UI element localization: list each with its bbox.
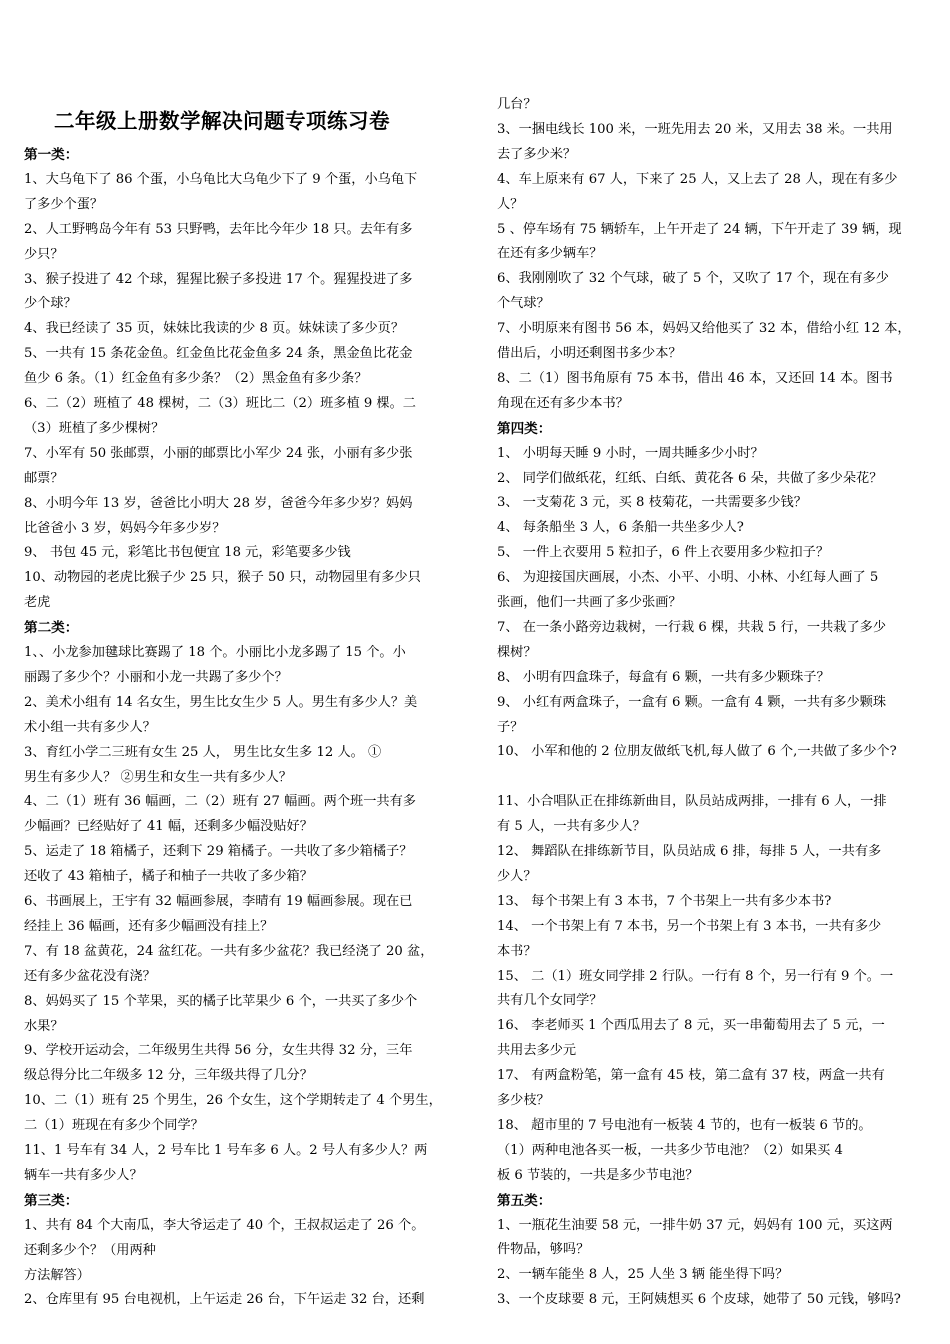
problem-line: 4、二（1）班有 36 幅画，二（2）班有 27 幅画。两个班一共有多 xyxy=(24,794,416,810)
problem-line: 12、 舞蹈队在排练新节目，队员站成 6 排，每排 5 人，一共有多 xyxy=(497,844,882,859)
problem-line: 丽踢了多少个？小丽和小龙一共踢了多少个？ xyxy=(24,669,288,685)
problem-line: 1、 小明每天睡 9 小时，一周共睡多少小时？ xyxy=(497,445,764,461)
problem-line: 了多少个蛋？ xyxy=(24,196,104,212)
problem-line: 2、 同学们做纸花，红纸、白纸、黄花各 6 朵，共做了多少朵花？ xyxy=(497,470,883,486)
problem-line: 11、小合唱队正在排练新曲目，队员站成两排，一排有 6 人，一排 xyxy=(497,794,887,810)
problem-line: 9、 小红有两盒珠子，一盒有 6 颗。一盒有 4 颗，一共有多少颗珠 xyxy=(497,694,887,710)
problem-line: 老虎 xyxy=(24,595,51,611)
problem-line: 借出后，小明还剩图书多少本？ xyxy=(497,346,682,361)
problem-line: 1、大乌龟下了 86 个蛋，小乌龟比大乌龟少下了 9 个蛋，小乌龟下 xyxy=(24,171,418,187)
problem-line: 5、 一件上衣要用 5 粒扣子，6 件上衣要用多少粒扣子？ xyxy=(497,545,830,561)
problem-line: 比爸爸小 3 岁，妈妈今年多少岁？ xyxy=(24,520,226,536)
problem-line: 2、仓库里有 95 台电视机，上午运走 26 台，下午运走 32 台，还剩 xyxy=(24,1292,425,1308)
problem-line: 张画，他们一共画了多少张画？ xyxy=(497,595,682,610)
problem-line: 邮票？ xyxy=(24,470,64,486)
page-title: 二年级上册数学解决问题专项练习卷 xyxy=(54,109,390,133)
problem-line: 4、 每条船坐 3 人，6 条船一共坐多少人? xyxy=(497,520,744,536)
problem-line: 二（1）班现在有多少个同学？ xyxy=(24,1118,204,1134)
problem-line: （3）班植了多少棵树？ xyxy=(24,420,165,436)
problem-line: 3、一个皮球要 8 元，王阿姨想买 6 个皮球，她带了 50 元钱，够吗? xyxy=(497,1292,901,1308)
problem-line: 男生有多少人？ ②男生和女生一共有多少人？ xyxy=(24,769,292,785)
problem-line: 本书？ xyxy=(497,943,537,959)
section-heading: 第一类： xyxy=(24,147,79,163)
problem-line: 15、 二（1）班女同学排 2 行队。一行有 8 个，另一行有 9 个。一 xyxy=(497,968,894,984)
problem-line: 角现在还有多少本书？ xyxy=(497,395,629,411)
problem-line: 9、学校开运动会，二年级男生共得 56 分，女生共得 32 分，三年 xyxy=(24,1043,413,1059)
problem-line: 6、书画展上，王宇有 32 幅画参展，李晴有 19 幅画参展。现在已 xyxy=(24,894,413,909)
problem-line: 11、1 号车有 34 人，2 号车比 1 号车多 6 人。2 号人有多少人？两 xyxy=(24,1143,428,1158)
problem-line: 8、小明今年 13 岁，爸爸比小明大 28 岁，爸爸今年多少岁？妈妈 xyxy=(24,495,413,511)
problem-line: 1、共有 84 个大南瓜，李大爷运走了 40 个，王叔叔运走了 26 个。 xyxy=(24,1217,425,1233)
problem-line: 8、二（1）图书角原有 75 本书，借出 46 本，又还回 14 本。图书 xyxy=(497,370,893,386)
section-heading: 第四类： xyxy=(497,420,552,437)
problem-line: 共用去多少元 xyxy=(497,1043,577,1059)
problem-line: 16、 李老师买 1 个西瓜用去了 8 元，买一串葡萄用去了 5 元，一 xyxy=(497,1018,885,1034)
problem-line: 2、一辆车能坐 8 人，25 人坐 3 辆 能坐得下吗？ xyxy=(497,1267,789,1283)
problem-line: 方法解答） xyxy=(24,1267,90,1283)
problem-line: 10、 小军和他的 2 位朋友做纸飞机,每人做了 6 个,一共做了多少个? xyxy=(497,744,897,760)
problem-line: 3、 一支菊花 3 元，买 8 枝菊花，一共需要多少钱？ xyxy=(497,495,807,511)
problem-line: 2、美术小组有 14 名女生，男生比女生少 5 人。男生有多少人？美 xyxy=(24,694,418,710)
problem-line: 17、 有两盒粉笔，第一盒有 45 枝，第二盒有 37 枝，两盒一共有 xyxy=(497,1068,885,1084)
problem-line: 5、运走了 18 箱橘子，还剩下 29 箱橘子。一共收了多少箱橘子？ xyxy=(24,844,413,860)
problem-line: 少人？ xyxy=(497,868,537,884)
problem-line: 8、妈妈买了 15 个苹果，买的橘子比苹果少 6 个，一共买了多少个 xyxy=(24,993,418,1009)
problem-line: 3、猴子投进了 42 个球，猩猩比猴子多投进 17 个。猩猩投进了多 xyxy=(24,271,413,287)
section-heading: 第二类： xyxy=(24,620,79,637)
problem-line: 几台？ xyxy=(497,97,537,112)
problem-line: 子？ xyxy=(497,719,524,735)
problem-line: 5、一共有 15 条花金鱼。红金鱼比花金鱼多 24 条，黑金鱼比花金 xyxy=(24,346,413,362)
problem-line: 13、 每个书架上有 3 本书，7 个书架上一共有多少本书? xyxy=(497,893,832,909)
problem-line: 术小组一共有多少人？ xyxy=(24,719,156,735)
problem-line: 少个球？ xyxy=(24,296,77,312)
problem-line: 10、动物园的老虎比猴子少 25 只，猴子 50 只，动物园里有多少只 xyxy=(24,570,421,586)
problem-line: 还收了 43 箱柚子，橘子和柚子一共收了多少箱？ xyxy=(24,869,313,885)
problem-line: 共有几个女同学？ xyxy=(497,993,603,1009)
problem-line: 3、一捆电线长 100 米，一班先用去 20 米，又用去 38 米。一共用 xyxy=(497,121,893,137)
problem-line: （1）两种电池各买一板，一共多少节电池？（2）如果买 4 xyxy=(497,1142,843,1158)
problem-line: 4、车上原来有 67 人，下来了 25 人，又上去了 28 人，现在有多少 xyxy=(497,171,898,187)
problem-line: 14、 一个书架上有 7 本书，另一个书架上有 3 本书，一共有多少 xyxy=(497,918,882,934)
problem-line: 棵树？ xyxy=(497,644,537,660)
problem-line: 少只？ xyxy=(24,246,64,262)
problem-line: 鱼少 6 条。（1）红金鱼有多少条？（2）黑金鱼有多少条？ xyxy=(24,371,368,387)
problem-line: 4、我已经读了 35 页，妹妹比我读的少 8 页。妹妹读了多少页？ xyxy=(24,321,405,337)
problem-line: 8、 小明有四盒珠子，每盒有 6 颗，一共有多少颗珠子？ xyxy=(497,669,830,685)
problem-line: 7、 在一条小路旁边栽树，一行栽 6 棵，共栽 5 行，一共栽了多少 xyxy=(497,619,887,635)
problem-line: 9、 书包 45 元，彩笔比书包便宜 18 元，彩笔要多少钱 xyxy=(24,545,351,561)
problem-line: 2、人工野鸭岛今年有 53 只野鸭，去年比今年少 18 只。去年有多 xyxy=(24,221,413,237)
problem-line: 7、小明原来有图书 56 本，妈妈又给他买了 32 本，借给小红 12 本， xyxy=(497,321,911,337)
problem-line: 有 5 人，一共有多少人？ xyxy=(497,819,646,835)
problem-line: 7、有 18 盆黄花，24 盆红花。一共有多少盆花？我已经浇了 20 盆， xyxy=(24,943,434,959)
problem-line: 人？ xyxy=(497,196,524,212)
problem-line: 还有多少盆花没有浇？ xyxy=(24,968,156,984)
problem-line: 个气球？ xyxy=(497,296,550,312)
section-heading: 第三类： xyxy=(24,1192,79,1209)
problem-line: 10、二（1）班有 25 个男生，26 个女生，这个学期转走了 4 个男生， xyxy=(24,1093,442,1109)
problem-line: 1、一瓶花生油要 58 元，一排牛奶 37 元，妈妈有 100 元，买这两 xyxy=(497,1217,893,1233)
problem-line: 1、、小龙参加毽球比赛踢了 18 个。小丽比小龙多踢了 15 个。小 xyxy=(24,645,406,660)
problem-line: 板 6 节装的，一共是多少节电池？ xyxy=(497,1167,699,1183)
problem-line: 5 、停车场有 75 辆轿车，上午开走了 24 辆，下午开走了 39 辆，现 xyxy=(497,221,902,237)
problem-line: 6、 为迎接国庆画展，小杰、小平、小明、小林、小红每人画了 5 xyxy=(497,570,879,586)
problem-line: 去了多少米？ xyxy=(497,146,577,162)
problem-line: 6、我刚刚吹了 32 个气球，破了 5 个，又吹了 17 个，现在有多少 xyxy=(497,271,889,287)
section-heading: 第五类： xyxy=(497,1192,552,1209)
problem-line: 少幅画？已经贴好了 41 幅，还剩多少幅没贴好？ xyxy=(24,819,313,835)
problem-line: 辆车一共有多少人？ xyxy=(24,1167,143,1183)
problem-line: 3、育红小学二三班有女生 25 人， 男生比女生多 12 人。 ① xyxy=(24,744,382,760)
problem-line: 还剩多少个？（用两种 xyxy=(24,1242,156,1258)
problem-line: 级总得分比二年级多 12 分，三年级共得了几分？ xyxy=(24,1068,313,1084)
problem-line: 18、 超市里的 7 号电池有一板装 4 节的，也有一板装 6 节的。 xyxy=(497,1117,872,1133)
problem-line: 经挂上 36 幅画，还有多少幅画没有挂上？ xyxy=(24,918,274,934)
problem-line: 7、小军有 50 张邮票，小丽的邮票比小军少 24 张，小丽有多少张 xyxy=(24,445,413,461)
problem-line: 多少枝？ xyxy=(497,1093,550,1108)
problem-line: 6、二（2）班植了 48 棵树，二（3）班比二（2）班多植 9 棵。二 xyxy=(24,396,416,411)
problem-line: 在还有多少辆车？ xyxy=(497,246,603,262)
problem-line: 水果？ xyxy=(24,1018,64,1034)
problem-line: 件物品，够吗？ xyxy=(497,1242,590,1258)
